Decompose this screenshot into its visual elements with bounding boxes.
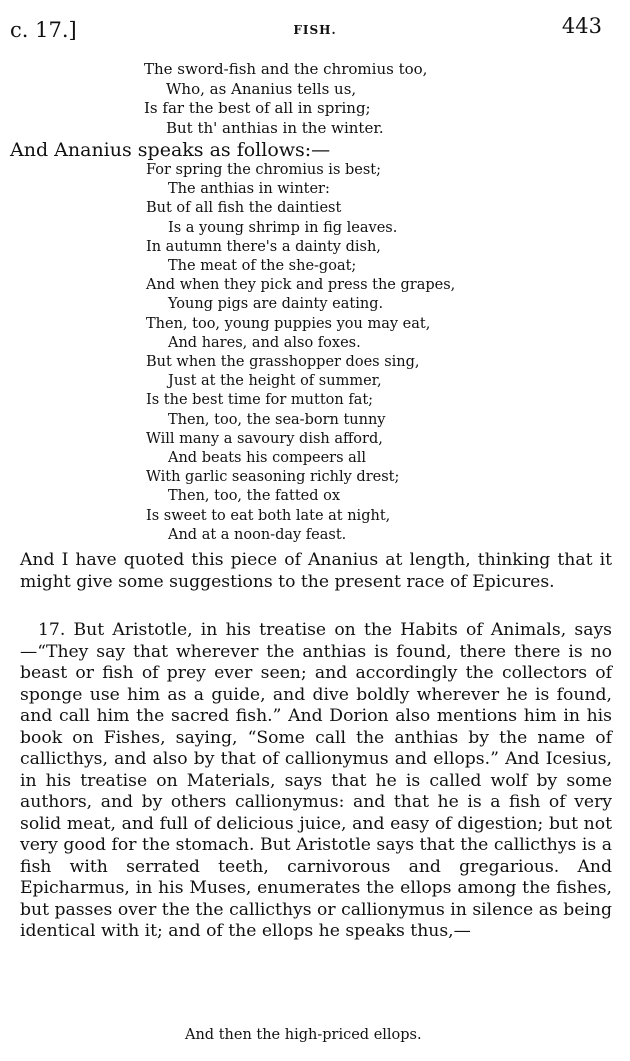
verse-line: Will many a savoury dish afford, bbox=[146, 430, 383, 447]
verse-intro-line: And Ananius speaks as follows:— bbox=[10, 139, 331, 161]
verse-line: Young pigs are dainty eating. bbox=[168, 296, 384, 313]
body-paragraph-1: And I have quoted this piece of Ananius at length, thinking that it might give some suggestions to the present race of Epicures. bbox=[20, 550, 612, 592]
verse-line: And hares, and also foxes. bbox=[168, 334, 361, 351]
verse-line: Then, too, young puppies you may eat, bbox=[146, 315, 431, 332]
verse-line: And at a noon-day feast. bbox=[168, 526, 347, 543]
verse-line: Is sweet to eat both late at night, bbox=[146, 507, 391, 524]
verse-line: Who, as Ananius tells us, bbox=[166, 79, 357, 98]
verse-line: Is the best time for mutton fat; bbox=[146, 392, 374, 409]
verse-line: In autumn there's a dainty dish, bbox=[146, 238, 381, 255]
verse-line: Is a young shrimp in fig leaves. bbox=[168, 219, 398, 236]
verse-line: With garlic seasoning richly drest; bbox=[146, 469, 400, 486]
verse-line: And when they pick and press the grapes, bbox=[146, 277, 456, 294]
page-number: 443 bbox=[561, 14, 602, 38]
verse-line: But when the grasshopper does sing, bbox=[146, 354, 420, 371]
running-title: FISH. bbox=[293, 23, 337, 37]
verse-line: Is far the best of all in spring; bbox=[144, 99, 371, 117]
verse-line: For spring the chromius is best; bbox=[146, 162, 382, 178]
verse-line: But of all fish the daintiest bbox=[146, 200, 342, 217]
verse-line: Then, too, the fatted ox bbox=[168, 488, 341, 505]
verse-line: But th' anthias in the winter. bbox=[166, 118, 384, 137]
verse-line: Just at the height of summer, bbox=[168, 373, 382, 390]
verse-line: The anthias in winter: bbox=[168, 181, 330, 198]
verse-line: The meat of the she-goat; bbox=[168, 258, 357, 275]
chapter-reference: c. 17.] bbox=[10, 18, 77, 42]
page-header bbox=[0, 12, 630, 42]
verse-line: The sword-fish and the chromius too, bbox=[144, 60, 428, 78]
verse-quote-1 bbox=[144, 60, 427, 138]
verse-quote-2 bbox=[146, 161, 455, 545]
closing-verse-line: And then the high-priced ellops. bbox=[185, 1027, 422, 1043]
body-paragraph-2: 17. But Aristotle, in his treatise on the Habits of Animals, says—“They say that wherever the anthias is found, there there is no beast or fish of prey ever seen; and accordingly the collectors of sponge use him as a guide, and dive boldly wherever he is found, and call him the sacred fish.” And Dorion also mentions him in his book on Fishes, saying, “Some call the anthias by the name of callicthys, and also by that of callionymus and ellops.” And Icesius, in his treatise on Materials, says that he is called wolf by some authors, and by others callionymus: and that he is a fish of very solid meat, and full of delicious juice, and easy of digestion; but not very good for the stomach. But Aristotle says that the callicthys is a fish with serrated teeth, carnivorous and gregarious. And Epicharmus, in his Muses, enumerates the ellops among the fishes, but passes over the the callicthys or callionymus in silence as being identical with it; and of the ellops he speaks thus,— bbox=[20, 620, 612, 941]
verse-line: Then, too, the sea-born tunny bbox=[168, 411, 386, 428]
verse-line: And beats his compeers all bbox=[168, 450, 367, 467]
